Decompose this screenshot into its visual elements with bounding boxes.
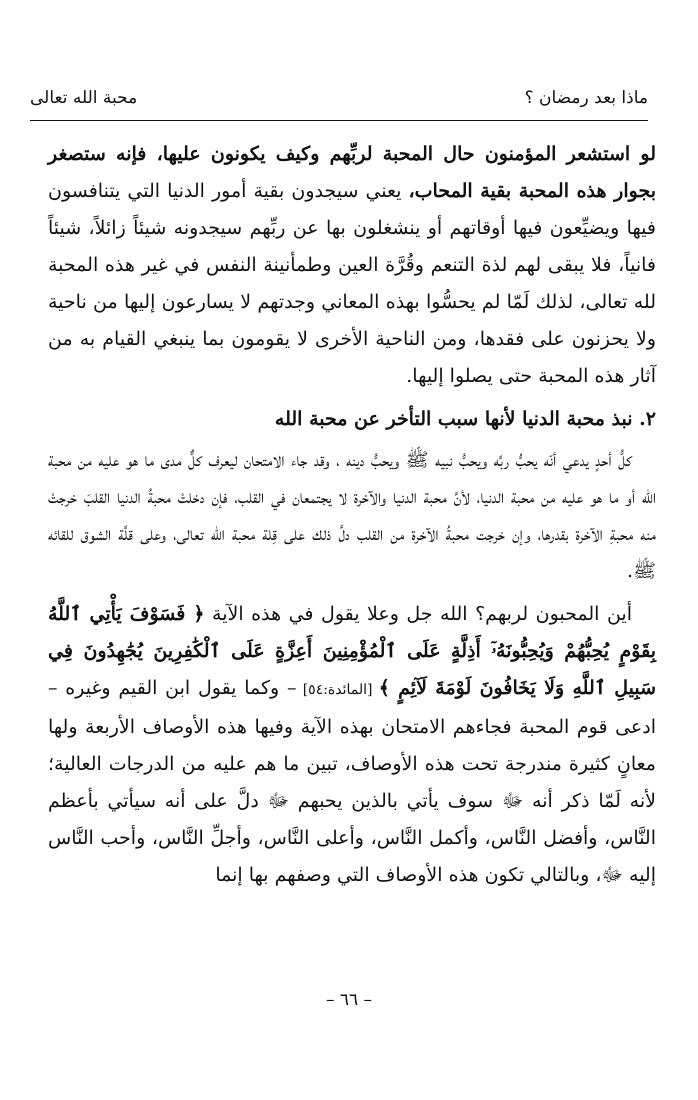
paragraph-1-text: يعني سيجدون بقية أمور الدنيا التي يتنافسون فيها ويضيِّعون فيها أوقاتهم أو ينشغلون بها عن ربِّهم سيجدونه شيئاً زائلاً، شيئاً فانياً، فلا يبقى لهم لذة التنعم وقُرَّة العين وطمأنينة النفس في غير هذه المحبة لله تعالى، لذلك لَمّا لم يحسُّوا بهذه المعاني وجدتهم لا يسارعون إليها من ناحية ولا يحزنون على فقدها، ومن الناحية الأخرى لا يقومون بما ينبغي القيام به من آثار هذه المحبة حتى يصلوا إليها. — [48, 180, 656, 387]
paragraph-3-text: – وكما يقول ابن القيم وغيره – ادعى قوم المحبة فجاءهم الامتحان بهذه الآية وفيها هذه الأوصاف الأربعة ولها معانٍ كثيرة مندرجة تحت هذه الأوصاف، تبين ما هم عليه من الدرجات العالية؛ لأنه لَمّا ذكر أنه ﷻ سوف يأتي بالذين يحبهم ﷻ دلَّ على أنه سيأتي بأعظم النَّاس، وأفضل النَّاس، وأكمل النَّاس، وأعلى النَّاس، وأجلِّ النَّاس، وأحب النَّاس إليه ﷻ، وبالتالي تكون هذه الأوصاف التي وصفهم بها إنما — [48, 677, 656, 886]
header-divider — [30, 120, 648, 121]
page-content — [48, 136, 656, 894]
book-title: ماذا بعد رمضان ؟ — [524, 88, 648, 108]
paragraph-1 — [48, 136, 656, 395]
page-header — [30, 88, 648, 114]
paragraph-3 — [48, 596, 656, 894]
section-heading: ٢. نبذ محبة الدنيا لأنها سبب التأخر عن محبة الله — [274, 408, 656, 430]
paragraph-1-bold: لو استشعر المؤمنون حال المحبة لربِّهم وكيف يكونون عليها، فإنه ستصغر بجوار هذه المحبة بقية المحاب، — [48, 143, 656, 202]
quran-verse: ﴿ فَسَوْفَ يَأْتِي ٱللَّهُ بِقَوْمٍ يُحِبُّهُمْ وَيُحِبُّونَهُۥٓ أَذِلَّةٍ عَلَى ٱلْمُؤْمِنِينَ أَعِزَّةٍ عَلَى ٱلْكَٰفِرِينَ يُجَٰهِدُونَ فِي سَبِيلِ ٱللَّهِ وَلَا يَخَافُونَ لَوْمَةَ لَآئِمٍ ﴾ — [48, 603, 657, 699]
verse-reference: [المائدة:٥٤] — [296, 682, 379, 698]
paragraph-2: كلُّ أحدٍ يدعي أنّه يحبُّ ربَّه ويحبُّ نبيه ﷺ ويحبُّ دينه ، وقد جاء الامتحان ليعرف كلٌّ مدى ما هو عليه من محبة الله أو ما هو عليه من محبة الدنيا، لأنَّ محبة الدنيا والآخرة لا يجتمعان في القلب، فإن دخلتْ محبةُ الدنيا القلبَ خرجتْ منه محبةِ الآخرة بقدرها، وإن خرجت محبةُ الآخرة من القلب دلَّ ذلك على قِلة محبة الله تعالى، وعلى قلَّة الشوق للقائه ﷺ. — [48, 449, 656, 582]
page-number: – ٦٦ – — [325, 990, 373, 1010]
paragraph-3-intro: أين المحبون لربهم؟ الله جل وعلا يقول في هذه الآية — [204, 603, 633, 625]
chapter-title: محبة الله تعالى — [30, 88, 138, 108]
